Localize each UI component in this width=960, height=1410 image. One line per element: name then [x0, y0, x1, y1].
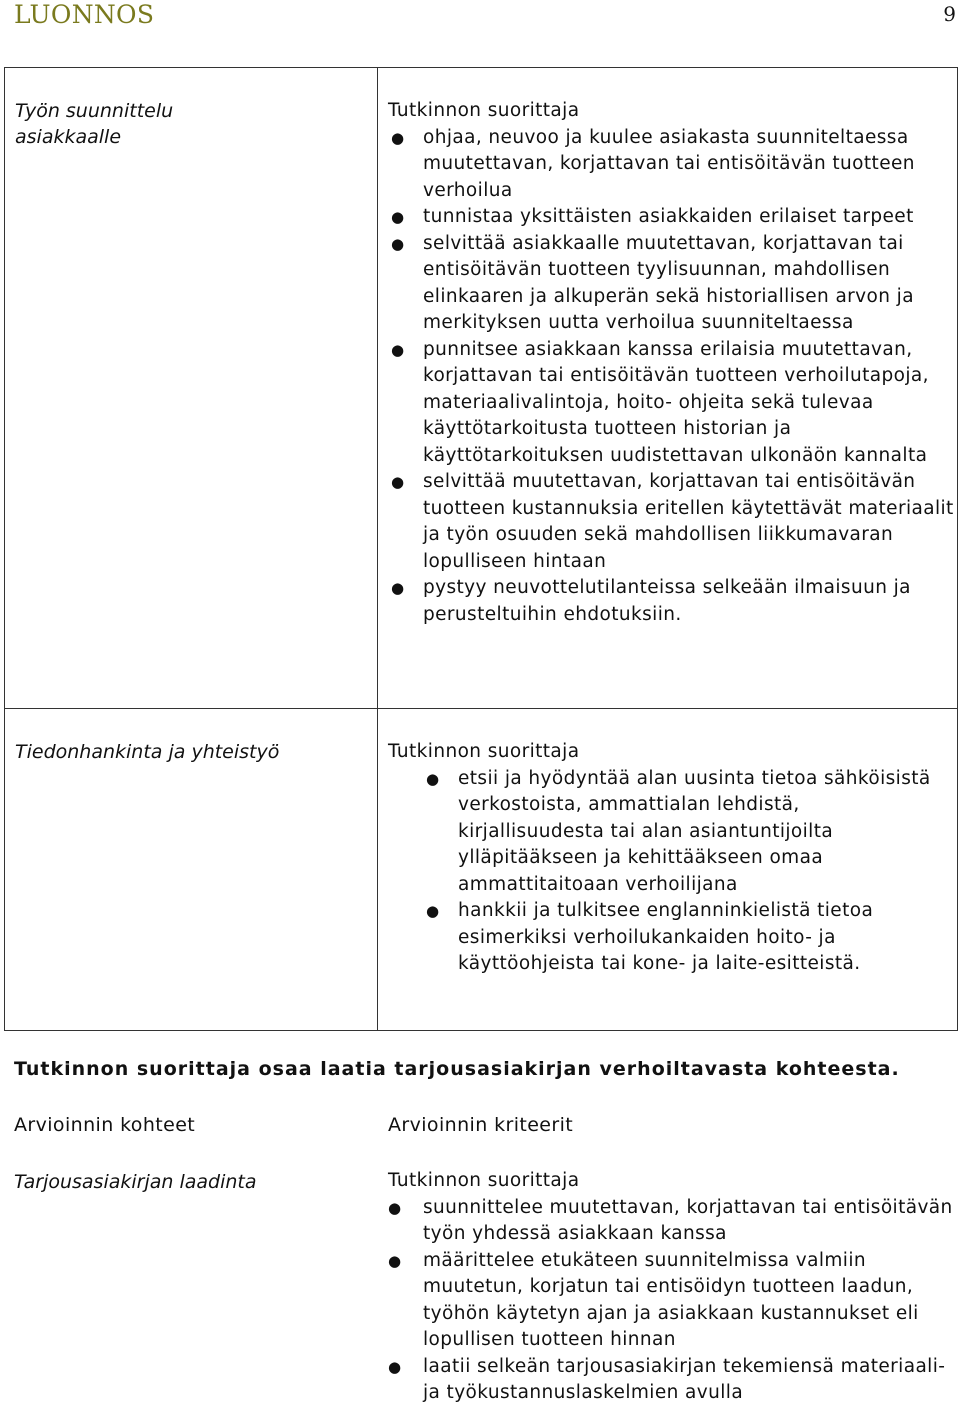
row-divider [5, 708, 957, 709]
bullet-icon: ● [426, 902, 440, 920]
list-item: ● punnitsee asiakkaan kanssa erilaisia muutettavan, korjattavan tai entisöitävän tuotteen verhoilutapoja, materiaalivalintoja, hoito- ohjeita sekä tulevaa käyttötarkoitusta tuotteen historian ja käyttötarkoituksen uudistettavan ulkonäön kannalta [391, 338, 929, 466]
bullet-icon: ● [391, 128, 405, 147]
bullet-icon: ● [391, 208, 405, 226]
criteria-list [388, 125, 958, 629]
list-item: ● hankkii ja tulkitsee englanninkielistä tietoa esimerkiksi verhoilukankaiden hoito- ja käyttöohjeista tai kone- ja laite-esitteistä. [426, 900, 874, 974]
list-item: ● selvittää muutettavan, korjattavan tai entisöitävän tuotteen kustannuksia eritellen käytettävät materiaalit ja työn osuuden sekä mahdollisen liikkumavaran lopulliseen hintaan [391, 471, 954, 572]
criteria-heading: Tutkinnon suorittaja [388, 100, 580, 121]
bullet-icon: ● [391, 579, 405, 597]
bullet-icon: ● [391, 340, 405, 359]
criteria-information [388, 739, 948, 978]
bullet-icon: ● [388, 1251, 402, 1270]
list-item: ● pystyy neuvottelutilanteissa selkeään ilmaisuun ja perusteltuihin ehdotuksiin. [391, 577, 911, 625]
document-header-title: LUONNOS [14, 0, 155, 29]
row-label-information: Tiedonhankinta ja yhteistyö [15, 741, 280, 763]
column-header-criteria: Arvioinnin kriteerit [388, 1114, 574, 1136]
bullet-icon: ● [388, 1357, 402, 1376]
list-item: ● suunnittelee muutettavan, korjattavan tai entisöitävän työn yhdessä asiakkaan kanssa [388, 1196, 953, 1244]
list-item: ● ohjaa, neuvoo ja kuulee asiakasta suunniteltaessa muutettavan, korjattavan tai entisöitävän tuotteen verhoilua [391, 126, 915, 201]
list-item: ● selvittää asiakkaalle muutettavan, korjattavan tai entisöitävän tuotteen tyylisuunnan, mahdollisen elinkaaren ja alkuperän sekä historiallisen arvon ja merkityksen uutta verhoilua suunniteltaessa [391, 232, 914, 333]
column-header-targets: Arvioinnin kohteet [14, 1114, 196, 1136]
list-item: ● etsii ja hyödyntää alan uusinta tietoa sähköisistä verkostoista, ammattialan lehdistä, kirjallisuudesta tai alan asiantuntijoilta ylläpitääkseen ja kehittääkseen omaa ammattitaitoaan verhoilijana [426, 767, 931, 895]
row-label-work-planning: Työn suunnittelu asiakkaalle [15, 100, 174, 148]
list-item: ● määrittelee etukäteen suunnitelmissa valmiin muutetun, korjatun tai entisöidyn tuotteen laadun, työhön käytetyn ajan ja asiakkaan kustannukset eli lopullisen tuotteen hinnan [388, 1249, 919, 1350]
criteria-heading: Tutkinnon suorittaja [388, 741, 580, 762]
criteria-heading: Tutkinnon suorittaja [388, 1170, 580, 1191]
list-item: ● laatii selkeän tarjousasiakirjan tekemiensä materiaali- ja työkustannuslaskelmien avulla [388, 1355, 946, 1403]
list-item: ● tunnistaa yksittäisten asiakkaiden erilaiset tarpeet [388, 204, 958, 231]
bullet-icon: ● [426, 769, 440, 788]
criteria-offer [388, 1168, 953, 1407]
bullet-icon: ● [391, 234, 405, 253]
criteria-list [388, 766, 948, 978]
criteria-list [388, 1195, 953, 1407]
section-goal: Tutkinnon suorittaja osaa laatia tarjousasiakirjan verhoiltavasta kohteesta. [14, 1058, 900, 1080]
bullet-icon: ● [391, 473, 405, 491]
criteria-work-planning [388, 98, 958, 628]
column-divider [377, 68, 378, 1030]
bullet-icon: ● [388, 1198, 402, 1217]
row-label-offer: Tarjousasiakirjan laadinta [14, 1171, 257, 1193]
page-number: 9 [943, 2, 956, 26]
criteria-table [4, 67, 958, 1031]
